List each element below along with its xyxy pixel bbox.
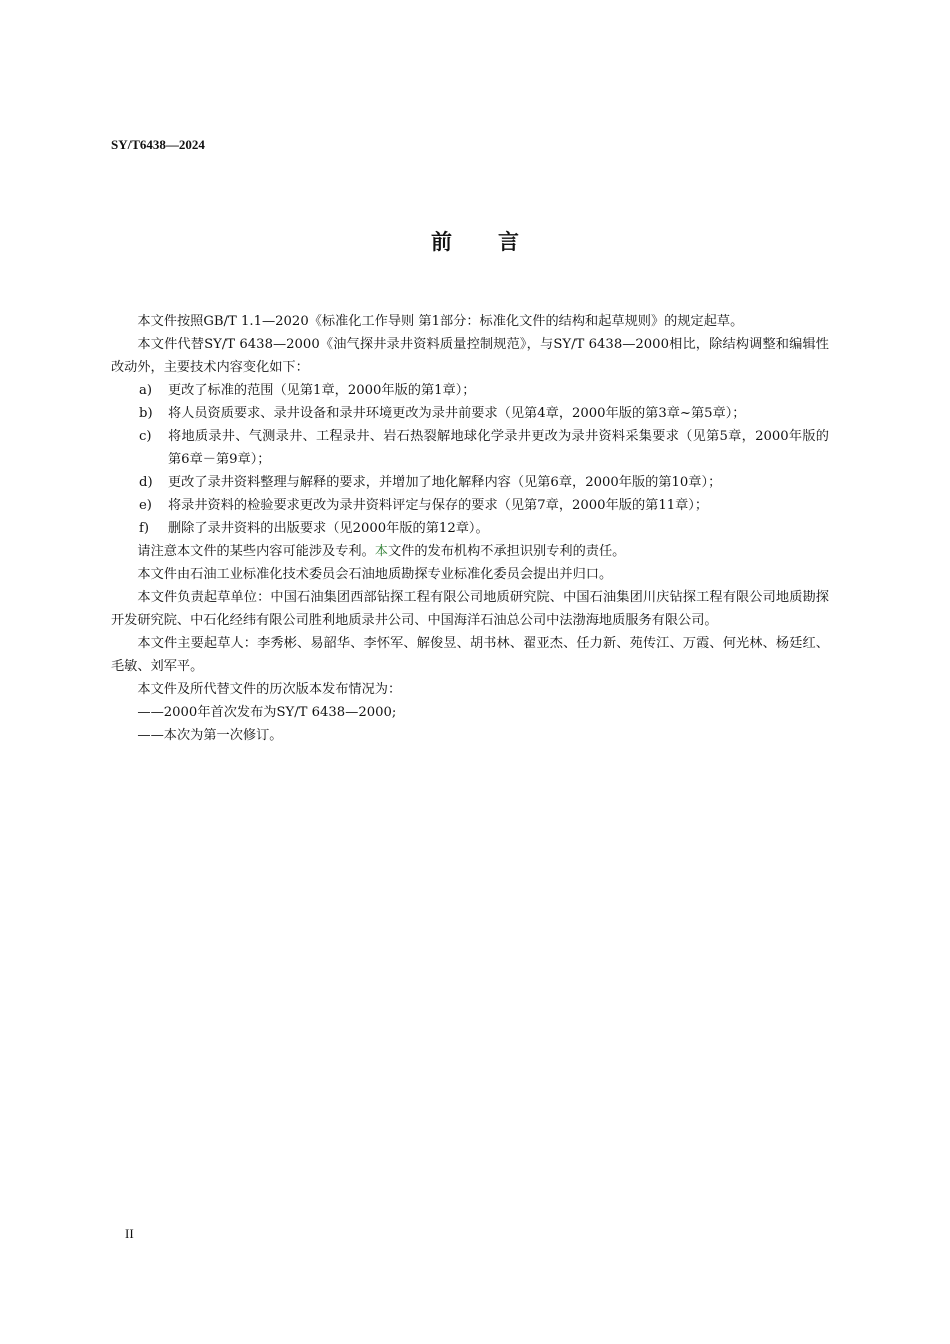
list-item-marker: d): [139, 475, 153, 490]
paragraph-history-first: ——2000年首次发布为SY/T 6438—2000;: [137, 705, 397, 720]
paragraph-patent-notice: [111, 540, 829, 563]
patent-notice-text: 请注意本文件的某些内容可能涉及专利。: [137, 544, 375, 559]
paragraph-history-revision: ——本次为第一次修订。: [137, 728, 283, 743]
paragraph-drafting-units: 本文件负责起草单位：中国石油集团西部钻探工程有限公司地质研究院、中国石油集团川庆钻探工程有限公司地质勘探开发研究院、中石化经纬有限公司胜利地质录井公司、中国海洋石油总公司中法渤海地质服务有限公司。: [111, 590, 829, 628]
list-item-text: 将地质录井、气测录井、工程录井、岩石热裂解地球化学录井更改为录井资料采集要求（见第5章，2000年版的第6章－第9章）；: [168, 429, 829, 467]
list-item-marker: a): [139, 383, 153, 398]
paragraph-drafters: 本文件主要起草人：李秀彬、易韶华、李怀军、解俊昱、胡书林、翟亚杰、任力新、苑传江、万霞、何光林、杨廷红、毛敏、刘军平。: [111, 636, 829, 674]
list-item: [139, 471, 829, 494]
list-item-marker: c): [139, 429, 152, 444]
page-number: II: [125, 1226, 134, 1241]
list-item: [139, 494, 829, 517]
list-item: [139, 517, 829, 540]
list-item: [139, 402, 829, 425]
list-item: [139, 379, 829, 402]
list-item-text: 删除了录井资料的出版要求（见2000年版的第12章）。: [168, 521, 489, 536]
list-item: [139, 425, 829, 471]
paragraph-replacement: 本文件代替SY/T 6438—2000《油气探井录井资料质量控制规范》，与SY/T 6438—2000相比，除结构调整和编辑性改动外，主要技术内容变化如下：: [111, 337, 829, 375]
patent-notice-highlight: 本: [374, 544, 388, 559]
paragraph-drafting-rule: 本文件按照GB/T 1.1—2020《标准化工作导则 第1部分：标准化文件的结构和起草规则》的规定起草。: [137, 314, 744, 329]
list-item-text: 更改了标准的范围（见第1章，2000年版的第1章）；: [168, 383, 476, 398]
standard-code: SY/T6438—2024: [111, 137, 205, 152]
paragraph-history-intro: 本文件及所代替文件的历次版本发布情况为：: [137, 682, 402, 697]
list-item-text: 将录井资料的检验要求更改为录井资料评定与保存的要求（见第7章，2000年版的第11章）；: [168, 498, 709, 513]
list-item-marker: f): [139, 521, 150, 536]
paragraph-proposer: 本文件由石油工业标准化技术委员会石油地质勘探专业标准化委员会提出并归口。: [137, 567, 613, 582]
page-title: 前言: [431, 230, 565, 254]
document-body: [111, 310, 829, 747]
list-item-text: 更改了录井资料整理与解释的要求，并增加了地化解释内容（见第6章，2000年版的第10章）；: [168, 475, 722, 490]
changes-list: [111, 379, 829, 540]
list-item-marker: b): [139, 406, 153, 421]
patent-notice-text-rest: 文件的发布机构不承担识别专利的责任。: [387, 544, 626, 559]
list-item-text: 将人员资质要求、录井设备和录井环境更改为录井前要求（见第4章，2000年版的第3章~第5章）；: [168, 406, 746, 421]
list-item-marker: e): [139, 498, 152, 513]
